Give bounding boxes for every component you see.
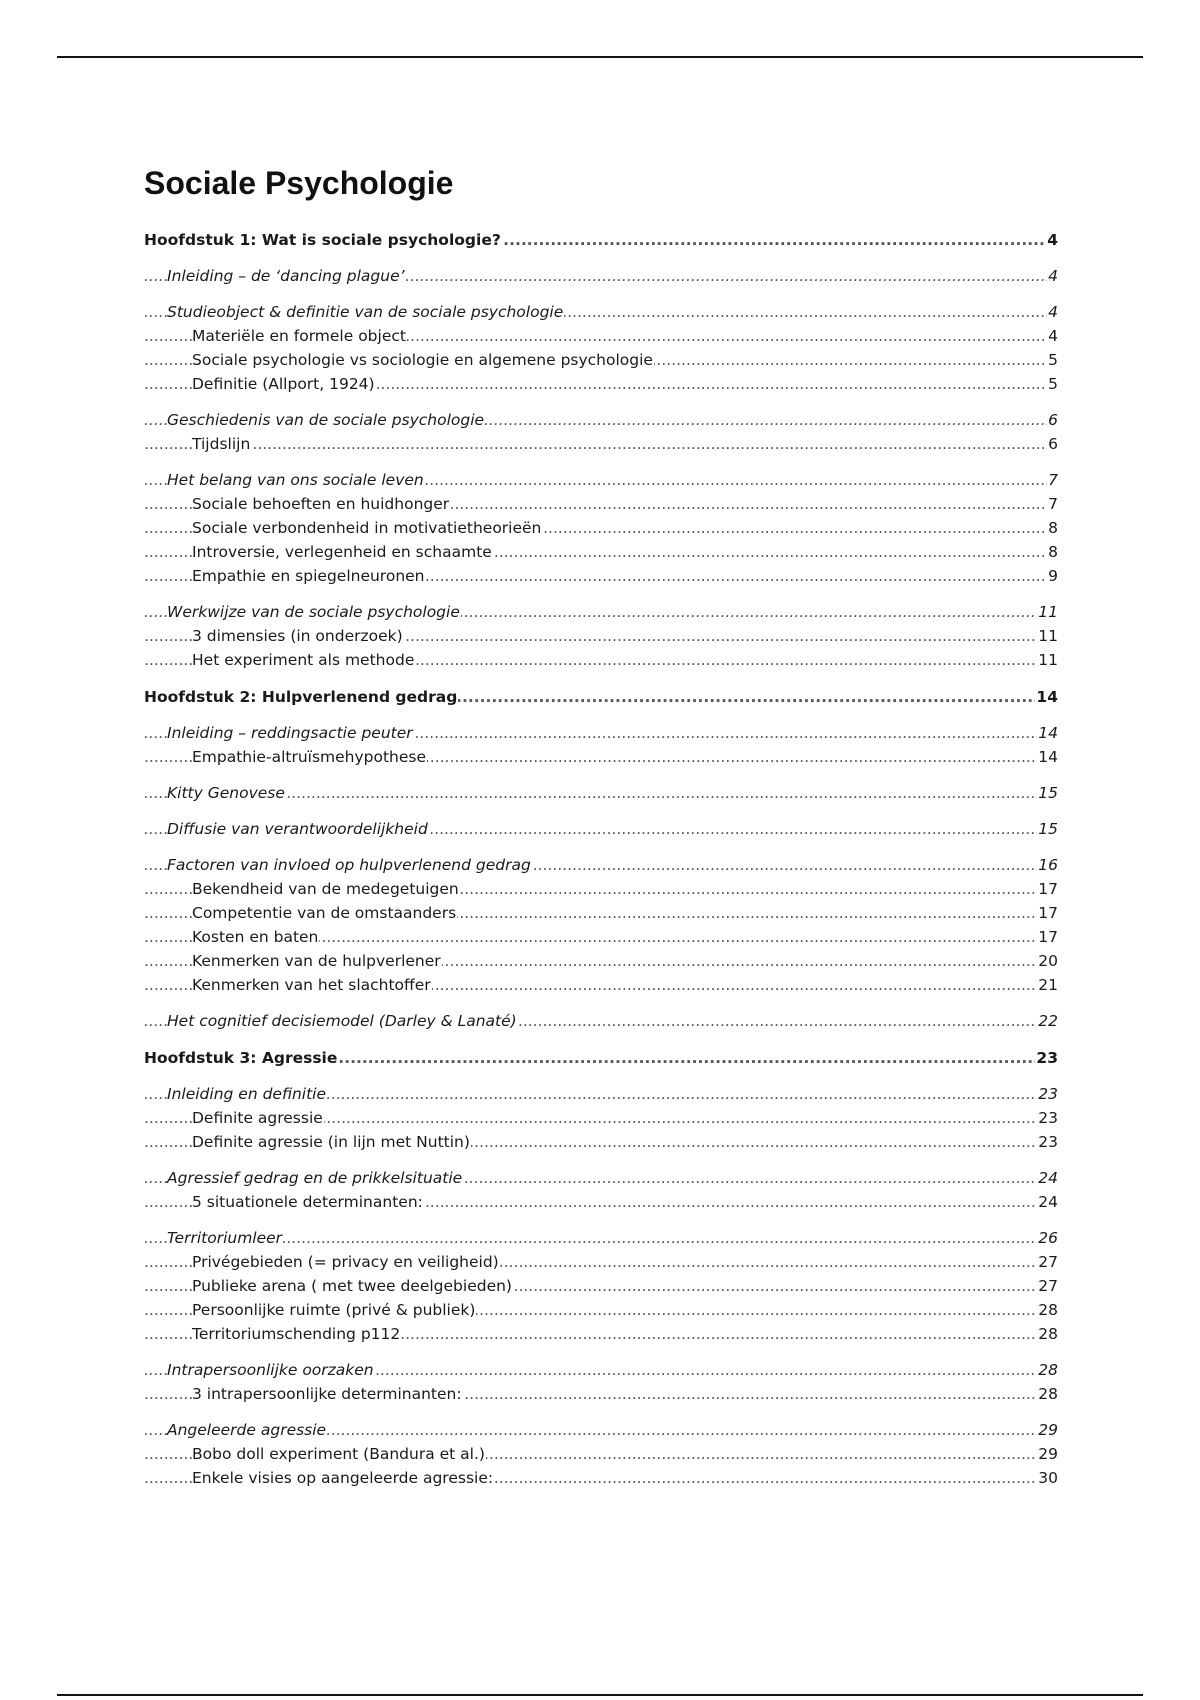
toc-entry-level-2[interactable] xyxy=(144,1358,1058,1382)
toc-entry-title: Enkele visies op aangeleerde agressie: xyxy=(192,1469,494,1487)
toc-entry-level-2[interactable] xyxy=(144,300,1058,324)
toc-entry-title: 3 intrapersoonlijke determinanten: xyxy=(192,1385,462,1403)
toc-entry-page: 15 xyxy=(1037,781,1058,805)
toc-entry-page: 11 xyxy=(1037,624,1058,648)
toc-entry-level-2[interactable] xyxy=(144,1418,1058,1442)
toc-entry-level-3[interactable] xyxy=(144,901,1058,925)
toc-entry-page: 23 xyxy=(1037,1106,1058,1130)
toc-entry-title: Privégebieden (= privacy en veiligheid) xyxy=(192,1253,499,1271)
toc-entry-title: Werkwijze van de sociale psychologie xyxy=(167,603,460,621)
toc-entry-title: Bekendheid van de medegetuigen xyxy=(192,880,459,898)
toc-entry-title: Kenmerken van het slachtoffer xyxy=(192,976,431,994)
toc-entry-page: 26 xyxy=(1037,1226,1058,1250)
toc-entry-title: Definite agressie xyxy=(192,1109,323,1127)
toc-entry-page: 14 xyxy=(1037,745,1058,769)
toc-entry-page: 14 xyxy=(1035,685,1058,709)
toc-entry-level-3[interactable] xyxy=(144,324,1058,348)
toc-entry-level-3[interactable] xyxy=(144,877,1058,901)
toc-entry-title: Sociale verbondenheid in motivatietheorieën xyxy=(192,519,542,537)
header-rule xyxy=(57,56,1143,58)
toc-entry-page: 23 xyxy=(1035,1046,1058,1070)
toc-entry-page: 28 xyxy=(1037,1298,1058,1322)
toc-entry-title: Studieobject & definitie van de sociale psychologie xyxy=(167,303,564,321)
toc-entry-level-3[interactable] xyxy=(144,1442,1058,1466)
toc-entry-level-3[interactable] xyxy=(144,348,1058,372)
toc-entry-level-3[interactable] xyxy=(144,1466,1058,1490)
toc-entry-page: 4 xyxy=(1047,324,1058,348)
toc-entry-page: 27 xyxy=(1037,1250,1058,1274)
table-of-contents xyxy=(144,228,1058,1490)
toc-entry-level-3[interactable] xyxy=(144,973,1058,997)
toc-entry-title: Definitie (Allport, 1924) xyxy=(192,375,375,393)
toc-entry-page: 16 xyxy=(1037,853,1058,877)
toc-entry-level-2[interactable] xyxy=(144,1226,1058,1250)
toc-entry-level-3[interactable] xyxy=(144,745,1058,769)
toc-entry-level-1[interactable] xyxy=(144,228,1058,252)
toc-entry-title: Kenmerken van de hulpverlener xyxy=(192,952,441,970)
toc-entry-level-1[interactable] xyxy=(144,1046,1058,1070)
toc-entry-title: Het belang van ons sociale leven xyxy=(167,471,424,489)
toc-entry-title: Hoofdstuk 1: Wat is sociale psychologie? xyxy=(144,231,501,249)
toc-entry-title: Empathie-altruïsmehypothese xyxy=(192,748,427,766)
document-title: Sociale Psychologie xyxy=(144,165,454,201)
toc-entry-title: 5 situationele determinanten: xyxy=(192,1193,423,1211)
toc-entry-page: 24 xyxy=(1037,1166,1058,1190)
toc-entry-title: Tijdslijn xyxy=(192,435,251,453)
toc-entry-title: Territoriumleer xyxy=(167,1229,283,1247)
toc-entry-page: 29 xyxy=(1037,1418,1058,1442)
toc-entry-page: 22 xyxy=(1037,1009,1058,1033)
toc-entry-level-2[interactable] xyxy=(144,853,1058,877)
toc-entry-page: 28 xyxy=(1037,1322,1058,1346)
toc-entry-level-2[interactable] xyxy=(144,600,1058,624)
toc-entry-level-3[interactable] xyxy=(144,432,1058,456)
toc-entry-page: 17 xyxy=(1037,901,1058,925)
toc-entry-title: Bobo doll experiment (Bandura et al.) xyxy=(192,1445,485,1463)
toc-entry-level-2[interactable] xyxy=(144,1009,1058,1033)
toc-entry-level-2[interactable] xyxy=(144,817,1058,841)
toc-entry-page: 17 xyxy=(1037,925,1058,949)
toc-entry-level-3[interactable] xyxy=(144,1130,1058,1154)
toc-entry-title: Kosten en baten xyxy=(192,928,319,946)
toc-entry-title: Inleiding – reddingsactie peuter xyxy=(167,724,413,742)
toc-entry-page: 28 xyxy=(1037,1382,1058,1406)
toc-entry-page: 4 xyxy=(1047,300,1058,324)
toc-entry-level-3[interactable] xyxy=(144,1322,1058,1346)
footer-rule xyxy=(57,1694,1143,1696)
toc-entry-title: Geschiedenis van de sociale psychologie xyxy=(167,411,485,429)
toc-entry-level-2[interactable] xyxy=(144,1082,1058,1106)
toc-entry-title: Inleiding – de ‘dancing plague’ xyxy=(167,267,405,285)
toc-entry-level-2[interactable] xyxy=(144,1166,1058,1190)
toc-entry-title: Agressief gedrag en de prikkelsituatie xyxy=(167,1169,463,1187)
toc-entry-title: Het experiment als methode xyxy=(192,651,415,669)
toc-entry-page: 7 xyxy=(1047,468,1058,492)
toc-entry-title: Competentie van de omstaanders xyxy=(192,904,457,922)
toc-entry-page: 27 xyxy=(1037,1274,1058,1298)
toc-entry-page: 11 xyxy=(1037,648,1058,672)
toc-entry-title: 3 dimensies (in onderzoek) xyxy=(192,627,403,645)
toc-entry-level-2[interactable] xyxy=(144,781,1058,805)
toc-entry-level-3[interactable] xyxy=(144,1298,1058,1322)
toc-entry-level-3[interactable] xyxy=(144,564,1058,588)
toc-entry-level-3[interactable] xyxy=(144,1190,1058,1214)
toc-entry-level-3[interactable] xyxy=(144,1382,1058,1406)
toc-entry-level-3[interactable] xyxy=(144,540,1058,564)
toc-entry-page: 5 xyxy=(1047,348,1058,372)
toc-entry-title: Publieke arena ( met twee deelgebieden) xyxy=(192,1277,512,1295)
toc-entry-title: Kitty Genovese xyxy=(167,784,285,802)
toc-entry-title: Persoonlijke ruimte (privé & publiek) xyxy=(192,1301,476,1319)
toc-entry-page: 23 xyxy=(1037,1082,1058,1106)
toc-entry-title: Definite agressie (in lijn met Nuttin) xyxy=(192,1133,470,1151)
toc-entry-title: Territoriumschending p112 xyxy=(192,1325,401,1343)
toc-entry-level-3[interactable] xyxy=(144,516,1058,540)
toc-entry-level-3[interactable] xyxy=(144,1250,1058,1274)
toc-entry-title: Introversie, verlegenheid en schaamte xyxy=(192,543,492,561)
toc-entry-page: 6 xyxy=(1047,408,1058,432)
toc-entry-level-3[interactable] xyxy=(144,925,1058,949)
toc-entry-page: 4 xyxy=(1046,228,1058,252)
toc-entry-page: 7 xyxy=(1047,492,1058,516)
toc-entry-level-2[interactable] xyxy=(144,721,1058,745)
toc-entry-level-3[interactable] xyxy=(144,1106,1058,1130)
toc-entry-title: Factoren van invloed op hulpverlenend gedrag xyxy=(167,856,531,874)
toc-entry-title: Sociale psychologie vs sociologie en algemene psychologie xyxy=(192,351,653,369)
toc-entry-page: 24 xyxy=(1037,1190,1058,1214)
toc-entry-level-2[interactable] xyxy=(144,468,1058,492)
toc-entry-page: 15 xyxy=(1037,817,1058,841)
toc-entry-page: 23 xyxy=(1037,1130,1058,1154)
toc-entry-page: 20 xyxy=(1037,949,1058,973)
toc-entry-page: 11 xyxy=(1037,600,1058,624)
toc-entry-title: Angeleerde agressie xyxy=(167,1421,327,1439)
toc-entry-page: 8 xyxy=(1047,540,1058,564)
toc-entry-page: 4 xyxy=(1047,264,1058,288)
toc-entry-level-3[interactable] xyxy=(144,492,1058,516)
toc-entry-level-3[interactable] xyxy=(144,648,1058,672)
toc-entry-level-2[interactable] xyxy=(144,408,1058,432)
toc-entry-level-3[interactable] xyxy=(144,949,1058,973)
toc-entry-title: Inleiding en definitie xyxy=(167,1085,327,1103)
toc-entry-page: 5 xyxy=(1047,372,1058,396)
toc-entry-title: Intrapersoonlijke oorzaken xyxy=(167,1361,374,1379)
toc-entry-page: 6 xyxy=(1047,432,1058,456)
toc-entry-title: Sociale behoeften en huidhonger xyxy=(192,495,450,513)
toc-entry-page: 14 xyxy=(1037,721,1058,745)
toc-entry-page: 9 xyxy=(1047,564,1058,588)
toc-entry-page: 8 xyxy=(1047,516,1058,540)
toc-entry-page: 21 xyxy=(1037,973,1058,997)
toc-entry-level-3[interactable] xyxy=(144,372,1058,396)
toc-entry-page: 28 xyxy=(1037,1358,1058,1382)
toc-entry-level-1[interactable] xyxy=(144,685,1058,709)
toc-entry-page: 29 xyxy=(1037,1442,1058,1466)
toc-entry-title: Hoofdstuk 3: Agressie xyxy=(144,1049,338,1067)
toc-entry-title: Hoofdstuk 2: Hulpverlenend gedrag xyxy=(144,688,458,706)
toc-entry-page: 17 xyxy=(1037,877,1058,901)
toc-entry-title: Het cognitief decisiemodel (Darley & Lanaté) xyxy=(167,1012,517,1030)
toc-entry-page: 30 xyxy=(1037,1466,1058,1490)
toc-entry-level-3[interactable] xyxy=(144,1274,1058,1298)
toc-entry-title: Empathie en spiegelneuronen xyxy=(192,567,425,585)
toc-entry-title: Diffusie van verantwoordelijkheid xyxy=(167,820,428,838)
toc-entry-title: Materiële en formele object xyxy=(192,327,406,345)
toc-entry-level-2[interactable] xyxy=(144,264,1058,288)
toc-entry-level-3[interactable] xyxy=(144,624,1058,648)
